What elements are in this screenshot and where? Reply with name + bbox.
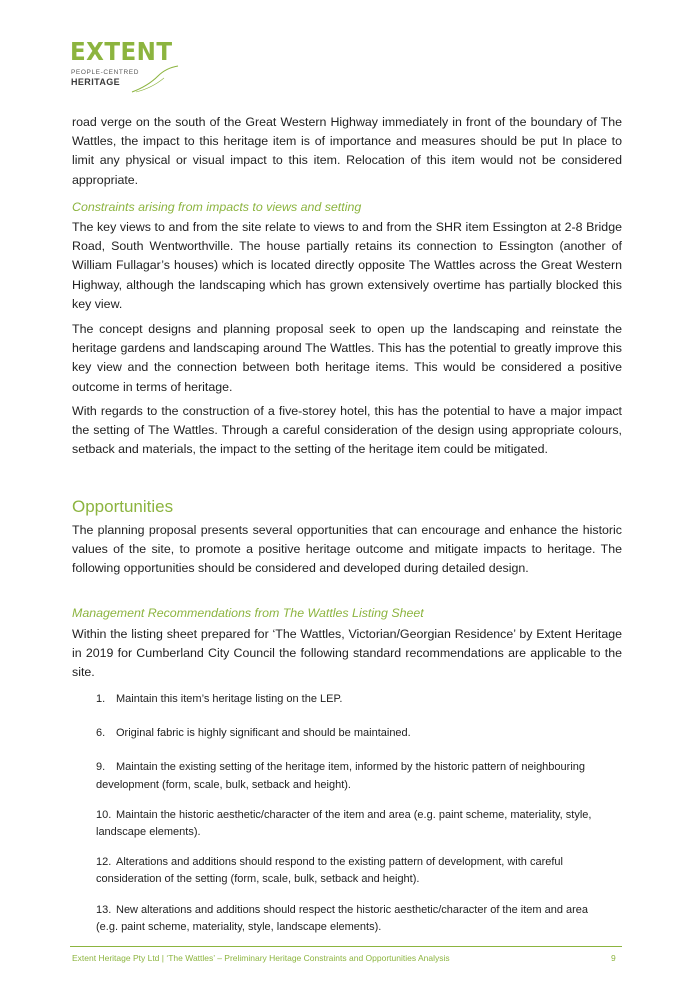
extent-heritage-logo bbox=[70, 38, 180, 96]
recommendations-list bbox=[96, 691, 596, 936]
opportunities-heading: Opportunities bbox=[72, 497, 174, 516]
logo-wordmark: EXTENT bbox=[70, 37, 173, 66]
views-heading: Constraints arising from impacts to views and setting bbox=[72, 200, 362, 214]
footer-divider bbox=[70, 946, 622, 947]
views-paragraph-1: The key views to and from the site relate to views to and from the SHR item Essington at 2-8 Bridge Road, South Wentworthville. The house partially retains its connection to Essington (another of William Fullagar’s houses) which is located directly opposite The Wattles across the Great Western Highway, although the landscaping which has grown extensively overtime has partially blocked this key view. bbox=[72, 220, 622, 311]
intro-paragraph: road verge on the south of the Great Western Highway immediately in front of the boundary of The Wattles, the impact to this heritage item is of importance and measures should be put In place to limit any physical or visual impact to this item. Relocation of this item would not be considered appropriate. bbox=[72, 115, 622, 187]
management-section bbox=[72, 605, 622, 683]
opportunities-section bbox=[72, 496, 622, 579]
views-paragraph-3-block bbox=[72, 402, 622, 460]
views-paragraph-3: With regards to the construction of a five-storey hotel, this has the potential to have a major impact the setting of The Wattles. Through a careful consideration of the design using appropriate colours, setback and materials, the impact to the setting of the heritage item could be mitigated. bbox=[72, 404, 622, 457]
list-item: 6. Original fabric is highly significant and should be maintained. bbox=[96, 727, 411, 740]
opportunities-paragraph: The planning proposal presents several opportunities that can encourage and enhance the historic values of the site, to promote a positive heritage outcome and mitigate impacts to heritage. The following opportunities should be considered and developed during detailed design. bbox=[72, 523, 622, 576]
management-paragraph: Within the listing sheet prepared for ‘The Wattles, Victorian/Georgian Residence’ by Extent Heritage in 2019 for Cumberland City Council the following standard recommendations are applicable to the site. bbox=[72, 627, 622, 680]
list-item: 10. Maintain the historic aesthetic/character of the item and area (e.g. paint scheme, materiality, style, landscape elements). bbox=[96, 808, 592, 839]
views-section bbox=[72, 199, 622, 314]
page-number: 9 bbox=[611, 953, 616, 963]
footer-text: Extent Heritage Pty Ltd | ‘The Wattles’ – Preliminary Heritage Constraints and Opportunities Analysis bbox=[72, 953, 450, 963]
logo-tagline: PEOPLE-CENTRED bbox=[71, 69, 139, 76]
intro-block bbox=[72, 113, 622, 190]
logo-subtitle: HERITAGE bbox=[71, 77, 121, 87]
list-item: 1. Maintain this item’s heritage listing on the LEP. bbox=[96, 693, 343, 705]
views-paragraph-2-block bbox=[72, 320, 622, 397]
list-item: 9. Maintain the existing setting of the heritage item, informed by the historic pattern of neighbouring development (form, scale, bulk, setback and height). bbox=[96, 761, 585, 791]
management-heading: Management Recommendations from The Wattles Listing Sheet bbox=[72, 606, 424, 620]
list-item: 13. New alterations and additions should respect the historic aesthetic/character of the item and area (e.g. paint scheme, materiality, style, landscape elements). bbox=[96, 903, 589, 933]
views-paragraph-2: The concept designs and planning proposal seek to open up the landscaping and reinstate the heritage gardens and landscaping around The Wattles. This has the potential to greatly improve this key view and the connection between both heritage items. This would be considered a positive outcome in terms of heritage. bbox=[72, 322, 622, 394]
logo-swoosh-icon bbox=[130, 64, 180, 94]
list-item: 12. Alterations and additions should respond to the existing pattern of development, with careful consideration of the setting (form, scale, bulk, setback and height). bbox=[96, 856, 563, 886]
